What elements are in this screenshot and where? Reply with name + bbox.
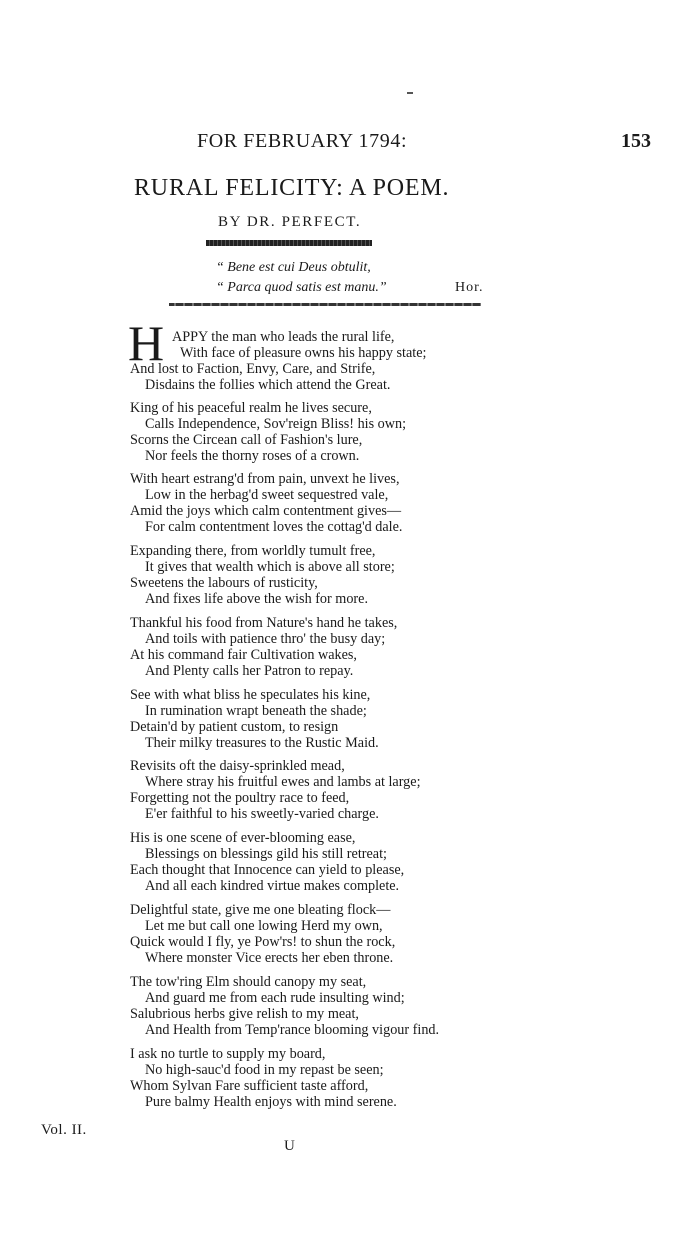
poem-line: With face of pleasure owns his happy state; — [180, 345, 427, 361]
volume-label: Vol. II. — [41, 1122, 87, 1138]
poem-line: And Plenty calls her Patron to repay. — [145, 663, 354, 679]
poem-line: Salubrious herbs give relish to my meat, — [130, 1006, 359, 1022]
poem-line: Sweetens the labours of rusticity, — [130, 575, 318, 591]
ornamental-rule — [206, 240, 372, 246]
poem-line: No high-sauc'd food in my repast be seen; — [145, 1062, 384, 1078]
page-number: 153 — [621, 130, 651, 152]
poem-line: Let me but call one lowing Herd my own, — [145, 918, 383, 934]
poem-line: With heart estrang'd from pain, unvext he lives, — [130, 471, 400, 487]
poem-line: And guard me from each rude insulting wind; — [145, 990, 405, 1006]
poem-line: E'er faithful to his sweetly-varied charge. — [145, 806, 379, 822]
poem-line: His is one scene of ever-blooming ease, — [130, 830, 356, 846]
poem-line: Pure balmy Health enjoys with mind serene. — [145, 1094, 397, 1110]
poem-line: See with what bliss he speculates his kine, — [130, 687, 371, 703]
poem-line: Revisits oft the daisy-sprinkled mead, — [130, 758, 345, 774]
poem-line: Quick would I fly, ye Pow'rs! to shun the rock, — [130, 934, 396, 950]
poem-line: Each thought that Innocence can yield to please, — [130, 862, 405, 878]
drop-cap: H — [128, 315, 165, 371]
poem-line: APPY the man who leads the rural life, — [172, 329, 395, 345]
poem-line: Where monster Vice erects her eben throne. — [145, 950, 394, 966]
poem-line: And fixes life above the wish for more. — [145, 591, 368, 607]
poem-line: Thankful his food from Nature's hand he takes, — [130, 615, 398, 631]
poem-line: Low in the herbag'd sweet sequestred vale, — [145, 487, 389, 503]
poem-line: Forgetting not the poultry race to feed, — [130, 790, 350, 806]
poem-author: BY DR. PERFECT. — [218, 214, 362, 230]
signature-mark: U — [284, 1138, 295, 1154]
poem-line: And lost to Faction, Envy, Care, and Strife, — [130, 361, 376, 377]
poem-line: Blessings on blessings gild his still retreat; — [145, 846, 387, 862]
running-head: FOR FEBRUARY 1794: — [197, 130, 408, 152]
poem-line: Whom Sylvan Fare sufficient taste afford, — [130, 1078, 369, 1094]
poem-line: Expanding there, from worldly tumult free, — [130, 543, 376, 559]
poem-line: King of his peaceful realm he lives secure, — [130, 400, 372, 416]
poem-line: And Health from Temp'rance blooming vigour find. — [145, 1022, 440, 1038]
poem-line: Detain'd by patient custom, to resign — [130, 719, 339, 735]
poem-line: Calls Independence, Sov'reign Bliss! his own; — [145, 416, 407, 432]
epigraph-line-1: “ Bene est cui Deus obtulit, — [216, 260, 371, 275]
poem-title: RURAL FELICITY: A POEM. — [134, 175, 450, 201]
poem-line: At his command fair Cultivation wakes, — [130, 647, 357, 663]
ornamental-rule-wide — [169, 303, 481, 306]
epigraph-attribution: Hor. — [455, 280, 484, 295]
poem-line: It gives that wealth which is above all store; — [145, 559, 395, 575]
poem-line: Scorns the Circean call of Fashion's lure, — [130, 432, 363, 448]
poem-line: Their milky treasures to the Rustic Maid. — [145, 735, 379, 751]
poem-line: Disdains the follies which attend the Great. — [145, 377, 391, 393]
poem-line: Where stray his fruitful ewes and lambs at large; — [145, 774, 421, 790]
poem-line: Nor feels the thorny roses of a crown. — [145, 448, 360, 464]
poem-line: I ask no turtle to supply my board, — [130, 1046, 326, 1062]
poem-line: And all each kindred virtue makes complete. — [145, 878, 400, 894]
poem-line: In rumination wrapt beneath the shade; — [145, 703, 367, 719]
ink-mark — [407, 92, 413, 94]
poem-line: Delightful state, give me one bleating flock— — [130, 902, 391, 918]
poem-line: And toils with patience thro' the busy day; — [145, 631, 386, 647]
poem-line: For calm contentment loves the cottag'd dale. — [145, 519, 403, 535]
epigraph-line-2: “ Parca quod satis est manu.” — [216, 280, 387, 295]
poem-line: The tow'ring Elm should canopy my seat, — [130, 974, 367, 990]
poem-line: Amid the joys which calm contentment gives— — [130, 503, 402, 519]
